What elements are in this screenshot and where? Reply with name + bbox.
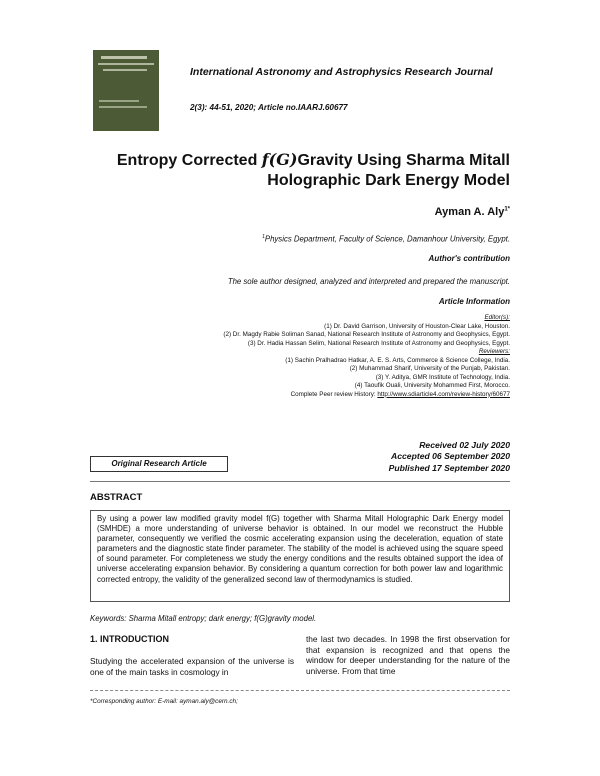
reviewers-label: Reviewers: bbox=[478, 348, 510, 355]
reviewer-item: (2) Muhammad Sharif, University of the Punjab, Pakistan. bbox=[349, 365, 510, 372]
contribution-text: The sole author designed, analyzed and interpreted and prepared the manuscript. bbox=[227, 277, 510, 286]
author-superscript: 1* bbox=[504, 206, 510, 213]
footnote-divider bbox=[90, 690, 510, 691]
reviewer-item: (1) Sachin Pralhadrao Hatkar, A. E. S. Arts, Commerce & Science College, India. bbox=[285, 356, 510, 364]
article-info-heading: Article Information bbox=[438, 297, 510, 306]
article-type-box: Original Research Article bbox=[90, 456, 228, 472]
title-fg-symbol: f(G) bbox=[261, 150, 298, 169]
abstract-heading: ABSTRACT bbox=[90, 492, 143, 503]
journal-issue: 2(3): 44-51, 2020; Article no.IAARJ.60677 bbox=[190, 103, 348, 112]
peer-review-history bbox=[90, 391, 510, 400]
peer-review-label: Complete Peer review History: bbox=[290, 390, 378, 398]
contribution-heading: Author's contribution bbox=[428, 254, 510, 263]
published-date: Published 17 September 2020 bbox=[388, 462, 510, 473]
author-name-text: Ayman A. Aly bbox=[434, 206, 505, 218]
footnote: *Corresponding author: E-mail: ayman.aly@cern.ch; bbox=[90, 698, 238, 705]
received-date: Received 02 July 2020 bbox=[419, 440, 510, 450]
journal-name: International Astronomy and Astrophysics Research Journal bbox=[190, 66, 493, 78]
reviewer-item: (4) Taoufik Ouali, University Mohammed First, Morocco. bbox=[354, 382, 510, 389]
introduction-heading: 1. INTRODUCTION bbox=[90, 634, 170, 644]
intro-column-1: Studying the accelerated expansion of the universe is one of the main tasks in cosmology in bbox=[90, 656, 294, 677]
accepted-date: Accepted 06 September 2020 bbox=[391, 451, 510, 462]
reviewer-item: (3) Y. Aditya, GMR Institute of Technology, India. bbox=[375, 373, 510, 381]
title-part-2: Gravity Using Sharma Mitall Holographic Dark Energy Model bbox=[267, 152, 510, 189]
journal-cover-image bbox=[93, 50, 159, 131]
editors-label: Editor(s): bbox=[484, 314, 510, 321]
editor-item: (1) Dr. David Garrison, University of Houston-Clear Lake, Houston. bbox=[324, 322, 510, 330]
article-dates bbox=[320, 440, 510, 474]
affiliation-superscript: 1 bbox=[262, 234, 265, 240]
intro-column-2: the last two decades. In 1998 the first observation for that expansion is recognized and that opens the window for deeper understanding for the nature of the universe. From that time bbox=[306, 634, 510, 676]
author-affiliation bbox=[150, 234, 510, 244]
affiliation-text: Physics Department, Faculty of Science, Damanhour University, Egypt. bbox=[264, 234, 510, 244]
header-divider bbox=[90, 481, 510, 482]
article-title bbox=[90, 150, 510, 191]
peer-review-link[interactable]: http://www.sdiarticle4.com/review-history/60677 bbox=[377, 390, 510, 398]
title-part-1: Entropy Corrected bbox=[116, 152, 262, 169]
editor-item: (2) Dr. Magdy Rabie Soliman Sanad, National Research Institute of Astronomy and Geophysics, Egypt. bbox=[223, 331, 510, 338]
author-name bbox=[300, 206, 510, 218]
abstract-text: By using a power law modified gravity model f(G) together with Sharma Mitall Holographic Dark Energy model (SMHDE) a more understanding of universe behavior is obtained. In our model we reconstruct the Hubble parameter, consequently we verified the cosmic accelerating expansion using the deceleration, equation of state parameters and the diagnostic state finder parameter. The stability of the model is achieved using the square speed of sound parameter. For completeness we study the energy conditions and the results obtained support the idea of universe accelerating expansion behavior. By considering a quantum correction for both power law and logarithmic corrected entropy, the validity of the generalized second law of thermodynamics is studied. bbox=[90, 510, 510, 602]
keywords: Keywords: Sharma Mitall entropy; dark energy; f(G)gravity model. bbox=[90, 614, 317, 623]
editor-item: (3) Dr. Hadia Hassan Selim, National Research Institute of Astronomy and Geophysics, Egypt. bbox=[247, 339, 510, 347]
article-info-block bbox=[90, 314, 510, 399]
